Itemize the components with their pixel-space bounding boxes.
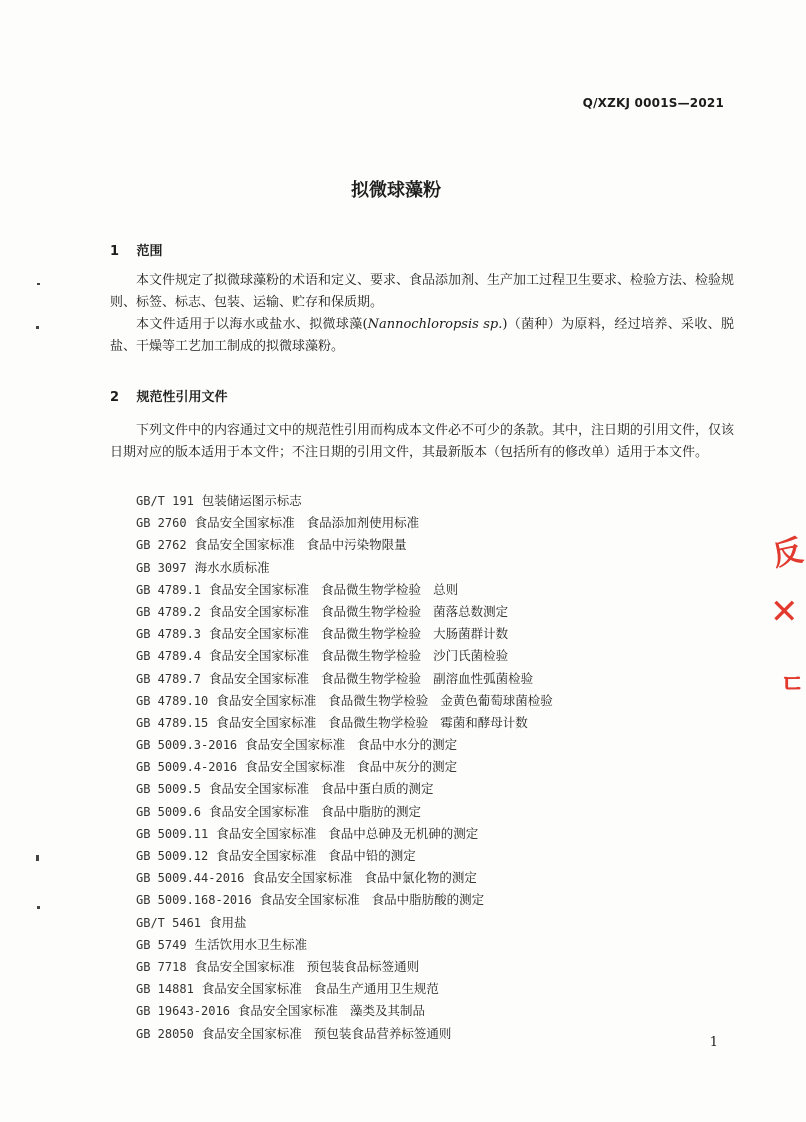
reference-code: GB/T 191 (136, 494, 194, 508)
reference-title-part: 食品安全国家标准 (209, 781, 310, 797)
reference-title-part: 食品微生物学检验 (321, 670, 422, 686)
reference-code: GB 5009.4-2016 (136, 760, 238, 775)
reference-title-part: 食品生产通用卫生规范 (313, 981, 439, 997)
reference-code: GB 5009.5 (136, 782, 202, 797)
scan-mark (37, 283, 40, 285)
reference-code: GB 5009.168-2016 (136, 893, 252, 908)
reference-code: GB 5009.11 (136, 826, 209, 841)
reference-item (136, 978, 565, 1000)
seal-stamp-fragment-icon: 反 (769, 533, 806, 574)
reference-title-part: 食品安全国家标准 (209, 603, 310, 619)
reference-code: GB/T 5461 (136, 915, 202, 930)
reference-title-part: 食品安全国家标准 (237, 1003, 338, 1019)
reference-item (136, 756, 565, 778)
reference-item (136, 712, 565, 734)
reference-code: GB 5009.6 (136, 804, 202, 819)
reference-item (136, 601, 565, 623)
reference-title-part: 食品微生物学检验 (321, 603, 422, 619)
reference-title-part: 食品微生物学检验 (321, 626, 422, 642)
reference-title-part: 食品中氯化物的测定 (364, 870, 477, 886)
reference-code: GB 2760 (136, 516, 187, 531)
reference-item (136, 534, 565, 556)
reference-code: GB 4789.3 (136, 627, 202, 642)
reference-title-part: 食品添加剂使用标准 (306, 515, 420, 531)
reference-code: GB 4789.10 (136, 693, 209, 708)
reference-code: GB 5749 (136, 937, 187, 952)
reference-title-part: 食品安全国家标准 (252, 870, 353, 886)
reference-code: GB 4789.4 (136, 649, 202, 664)
reference-title-part: 食品中污染物限量 (306, 537, 407, 553)
section-2-title: 规范性引用文件 (136, 390, 228, 405)
section-1-heading (110, 240, 163, 259)
scan-mark (36, 855, 39, 861)
reference-title-part: 包装储运图示标志 (201, 493, 302, 508)
reference-title-part: 预包装食品标签通则 (306, 958, 420, 974)
reference-item (136, 956, 565, 978)
reference-code: GB 4789.1 (136, 582, 202, 597)
reference-list (136, 490, 565, 1045)
reference-title-part: 食品安全国家标准 (201, 981, 302, 997)
scan-mark (36, 326, 39, 329)
reference-item (136, 579, 565, 601)
reference-title-part: 霉菌和酵母计数 (440, 714, 528, 730)
reference-title-part: 食品安全国家标准 (209, 626, 310, 642)
section-2-number: 2 (110, 390, 120, 405)
reference-title-part: 食品微生物学检验 (328, 714, 429, 730)
species-latin-name: Nannochloropsis sp. (367, 317, 503, 332)
reference-title-part: 食品中脂肪的测定 (321, 803, 422, 819)
reference-item (136, 490, 565, 512)
reference-item (136, 912, 565, 934)
reference-title-part: 食品安全国家标准 (259, 892, 360, 908)
reference-title-part: 食品安全国家标准 (209, 648, 310, 664)
reference-title-part: 食品安全国家标准 (245, 737, 346, 753)
reference-item (136, 889, 565, 911)
reference-code: GB 4789.15 (136, 715, 209, 730)
reference-title-part: 食品中蛋白质的测定 (321, 781, 434, 797)
reference-code: GB 5009.44-2016 (136, 871, 245, 886)
reference-title-part: 食品中灰分的测定 (357, 759, 458, 775)
reference-title-part: 食品安全国家标准 (216, 825, 317, 841)
reference-title-part: 食品安全国家标准 (194, 537, 295, 553)
reference-title-part: 食品安全国家标准 (209, 581, 310, 597)
reference-title-part: 副溶血性弧菌检验 (433, 670, 534, 686)
reference-title-part: 食品中铅的测定 (328, 848, 416, 863)
reference-title-part: 食品中脂肪酸的测定 (371, 892, 485, 908)
reference-title-part: 食品安全国家标准 (194, 515, 295, 531)
reference-code: GB 14881 (136, 982, 194, 997)
reference-title-part: 海水水质标准 (194, 559, 270, 575)
reference-code: GB 4789.2 (136, 604, 202, 619)
reference-code: GB 5009.12 (136, 849, 209, 863)
reference-code: GB 2762 (136, 538, 187, 553)
reference-item (136, 934, 565, 956)
section-2-paragraph-1: 下列文件中的内容通过文中的规范性引用而构成本文件必不可少的条款。其中，注日期的引用文件，仅该日期对应的版本适用于本文件；不注日期的引用文件，其最新版本（包括所有的修改单）适用于本文件。 (110, 423, 735, 460)
reference-item (136, 801, 565, 823)
reference-title-part: 预包装食品营养标签通则 (313, 1025, 452, 1041)
reference-item (136, 1000, 565, 1022)
reference-title-part: 食品安全国家标准 (245, 759, 346, 775)
reference-item (136, 623, 565, 645)
seal-stamp-fragment-icon: ㄷ (780, 670, 806, 700)
reference-title-part: 食品安全国家标准 (201, 1025, 302, 1041)
section-2-heading (110, 386, 228, 405)
reference-item (136, 645, 565, 667)
reference-item (136, 845, 565, 867)
seal-stamp-fragment-icon: ✕ (770, 592, 799, 632)
section-1-title: 范围 (136, 244, 163, 259)
reference-title-part: 食品安全国家标准 (209, 803, 310, 819)
reference-title-part: 总则 (433, 581, 459, 597)
reference-title-part: 食品中总砷及无机砷的测定 (328, 825, 479, 841)
reference-item (136, 867, 565, 889)
section-1-number: 1 (110, 244, 120, 259)
reference-title-part: 食品中水分的测定 (357, 737, 458, 753)
scan-mark (37, 906, 40, 909)
reference-title-part: 沙门氏菌检验 (433, 648, 509, 664)
reference-title-part: 食用盐 (209, 914, 247, 930)
reference-code: GB 7718 (136, 959, 187, 974)
reference-title-part: 食品安全国家标准 (209, 670, 310, 686)
reference-title-part: 食品微生物学检验 (328, 692, 429, 708)
page-number: 1 (709, 1035, 718, 1050)
section-1-paragraph-2 (110, 314, 734, 358)
reference-code: GB 28050 (136, 1026, 194, 1041)
reference-code: GB 5009.3-2016 (136, 738, 238, 753)
document-code: Q/XZKJ 0001S—2021 (582, 96, 724, 110)
reference-item (136, 1023, 565, 1045)
reference-item (136, 690, 565, 712)
reference-item (136, 557, 565, 579)
reference-title-part: 菌落总数测定 (433, 603, 509, 619)
reference-title-part: 食品安全国家标准 (216, 848, 317, 863)
reference-title-part: 金黄色葡萄球菌检验 (440, 692, 553, 708)
page-title: 拟微球藻粉 (351, 180, 441, 201)
reference-item (136, 734, 565, 756)
reference-title-part: 大肠菌群计数 (433, 626, 509, 642)
reference-item (136, 512, 565, 534)
reference-item (136, 778, 565, 800)
reference-title-part: 生活饮用水卫生标准 (194, 936, 308, 952)
reference-code: GB 4789.7 (136, 671, 202, 686)
reference-title-part: 食品安全国家标准 (216, 714, 317, 730)
reference-title-part: 藻类及其制品 (349, 1003, 425, 1019)
section-1-paragraph-1: 本文件规定了拟微球藻粉的术语和定义、要求、食品添加剂、生产加工过程卫生要求、检验方法、检验规则、标签、标志、包装、运输、贮存和保质期。 (110, 273, 735, 310)
reference-title-part: 食品微生物学检验 (321, 648, 422, 664)
reference-code: GB 19643-2016 (136, 1004, 230, 1019)
reference-item (136, 823, 565, 845)
reference-item (136, 668, 565, 690)
reference-title-part: 食品微生物学检验 (321, 581, 422, 597)
scope-text-a: 本文件适用于以海水或盐水、拟微球藻( (136, 317, 368, 332)
reference-code: GB 3097 (136, 560, 187, 575)
scope-text-b: )（菌种）为原料，经过培养、采收、脱盐、干燥等工艺加工制成的拟微球藻粉。 (110, 317, 734, 354)
reference-title-part: 食品安全国家标准 (194, 958, 295, 974)
reference-title-part: 食品安全国家标准 (216, 692, 317, 708)
